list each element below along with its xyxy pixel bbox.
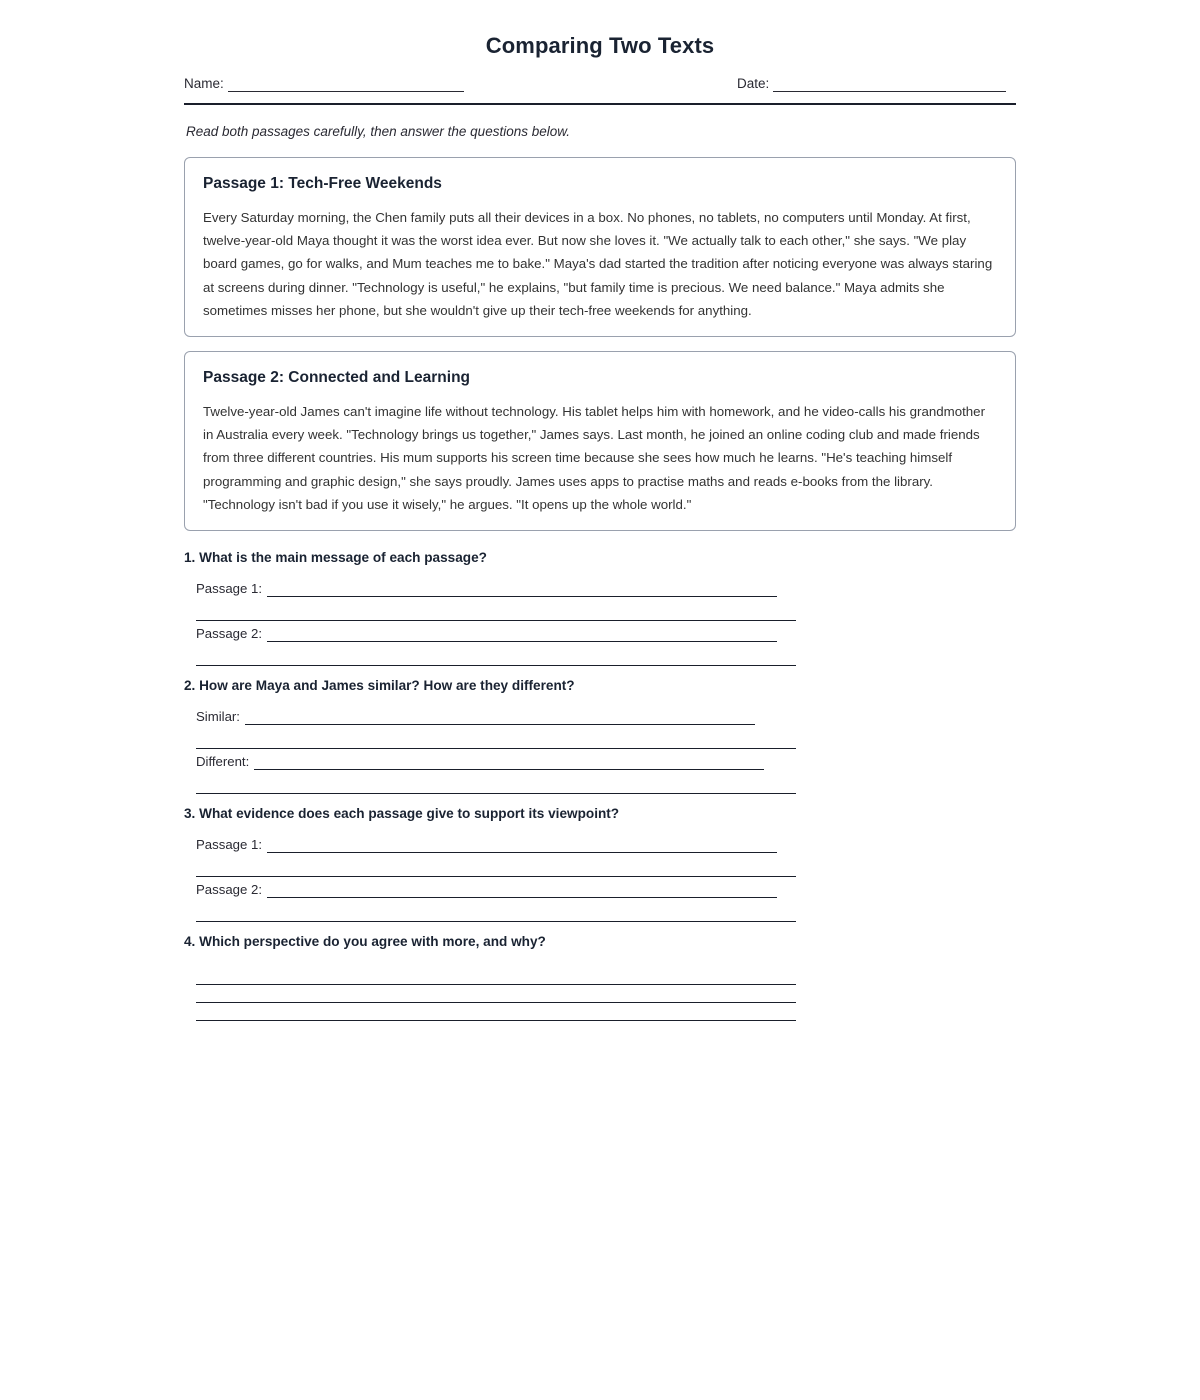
answer-label-passage-1: Passage 1: <box>196 581 262 596</box>
answer-row <box>184 898 1016 922</box>
question-block-2 <box>184 677 1016 794</box>
answer-label-passage-2: Passage 2: <box>196 882 262 897</box>
answer-line[interactable] <box>267 581 777 597</box>
answer-row <box>184 967 1016 985</box>
answer-row <box>184 704 1016 725</box>
answer-line[interactable] <box>267 837 777 853</box>
question-4-answer-area <box>184 960 1016 1021</box>
passage-box-1 <box>184 157 1016 337</box>
answer-row <box>184 621 1016 642</box>
page-title: Comparing Two Texts <box>485 33 715 58</box>
answer-label-passage-1: Passage 1: <box>196 837 262 852</box>
answer-line[interactable] <box>196 906 796 922</box>
name-input-line[interactable] <box>228 76 464 92</box>
name-date-row <box>184 76 1016 98</box>
answer-row <box>184 597 1016 621</box>
answer-row <box>184 832 1016 853</box>
question-block-3 <box>184 805 1016 922</box>
answer-line[interactable] <box>267 626 777 642</box>
question-block-1 <box>184 549 1016 666</box>
question-1-text: 1. What is the main message of each passage? <box>184 550 487 565</box>
answer-row <box>184 642 1016 666</box>
passage-2-body: Twelve-year-old James can't imagine life without technology. His tablet helps him with homework, and he video-calls his grandmother in Australia every week. "Technology brings us together," James says. Last month, he joined an online coding club and made friends from three different countries. His mum supports his screen time because she sees how much he learns. "He's teaching himself programming and graphic design," she says proudly. James uses apps to practise maths and reads e-books from the library. "Technology isn't bad if you use it wisely," he argues. "It opens up the whole world." <box>203 404 986 512</box>
header-divider <box>184 103 1016 105</box>
answer-row <box>184 725 1016 749</box>
passage-2-heading: Passage 2: Connected and Learning <box>203 369 471 386</box>
question-1-answer-area <box>184 576 1016 666</box>
date-input-line[interactable] <box>773 76 1006 92</box>
answer-row <box>184 985 1016 1003</box>
date-field-group <box>737 76 1006 92</box>
answer-row <box>184 853 1016 877</box>
question-block-4 <box>184 933 1016 1021</box>
question-2-answer-area <box>184 704 1016 794</box>
answer-line[interactable] <box>196 778 796 794</box>
answer-row <box>184 877 1016 898</box>
answer-label-similar: Similar: <box>196 709 240 724</box>
instructions-text: Read both passages carefully, then answer the questions below. <box>186 124 570 139</box>
passage-box-2 <box>184 351 1016 531</box>
passage-1-body: Every Saturday morning, the Chen family puts all their devices in a box. No phones, no tablets, no computers until Monday. At first, twelve-year-old Maya thought it was the worst idea ever. But now she loves it. "We actually talk to each other," she says. "We play board games, go for walks, and Mum teaches me to bake." Maya's dad started the tradition after noticing everyone was always staring at screens during dinner. "Technology is useful," he explains, "but family time is precious. We need balance." Maya admits she sometimes misses her phone, but she wouldn't give up their tech-free weekends for anything. <box>203 210 993 318</box>
name-field-group <box>184 76 464 92</box>
passage-1-heading: Passage 1: Tech-Free Weekends <box>203 175 442 192</box>
answer-line[interactable] <box>267 882 777 898</box>
answer-line[interactable] <box>196 969 796 985</box>
answer-line[interactable] <box>196 861 796 877</box>
answer-row <box>184 1003 1016 1021</box>
answer-line[interactable] <box>196 650 796 666</box>
answer-row <box>184 576 1016 597</box>
question-2-text: 2. How are Maya and James similar? How are they different? <box>184 678 575 693</box>
answer-line[interactable] <box>245 709 755 725</box>
answer-row <box>184 749 1016 770</box>
question-4-text: 4. Which perspective do you agree with more, and why? <box>184 934 546 949</box>
answer-label-passage-2: Passage 2: <box>196 626 262 641</box>
name-label: Name: <box>184 76 224 91</box>
answer-line[interactable] <box>196 1005 796 1021</box>
answer-line[interactable] <box>254 754 764 770</box>
date-label: Date: <box>737 76 770 91</box>
answer-line[interactable] <box>196 987 796 1003</box>
answer-line[interactable] <box>196 733 796 749</box>
answer-row <box>184 770 1016 794</box>
question-3-text: 3. What evidence does each passage give to support its viewpoint? <box>184 806 620 821</box>
answer-line[interactable] <box>196 605 796 621</box>
answer-label-different: Different: <box>196 754 250 769</box>
question-3-answer-area <box>184 832 1016 922</box>
